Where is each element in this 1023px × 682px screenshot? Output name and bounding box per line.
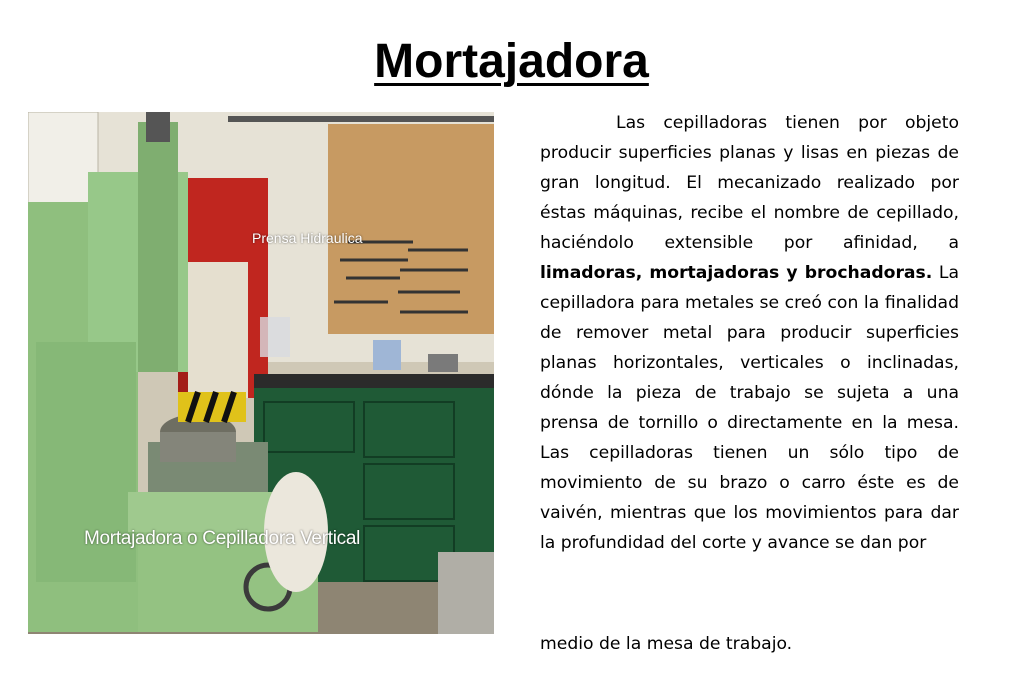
body-paragraph (540, 108, 959, 558)
body-intro: Las cepilladoras tienen por objeto producir superficies planas y lisas en piezas de gran longitud. El mecanizado realizado por éstas máquinas, recibe el nombre de cepillado, haciéndolo extensible por afinidad, a (540, 113, 959, 253)
body-bold-terms: limadoras, mortajadoras y brochadoras. (540, 263, 933, 283)
slide-title: Mortajadora (374, 35, 649, 88)
workshop-photo-illustration (28, 112, 494, 634)
workshop-photo (28, 112, 494, 634)
caption-prensa-hidraulica: Prensa Hidraulica (252, 230, 363, 246)
body-rest: La cepilladora para metales se creó con la finalidad de remover metal para producir superficies planas horizontales, verticales o inclinadas, dónde la pieza de trabajo se sujeta a una prensa de tornillo o directamente en la mesa. Las cepilladoras tienen un sólo tipo de movimiento de su brazo o carro éste es de vaivén, mientras que los movimientos para dar la profundidad del corte y avance se dan por (540, 263, 959, 553)
body-tail: medio de la mesa de trabajo. (540, 634, 793, 654)
caption-mortajadora: Mortajadora o Cepilladora Vertical (84, 528, 361, 549)
